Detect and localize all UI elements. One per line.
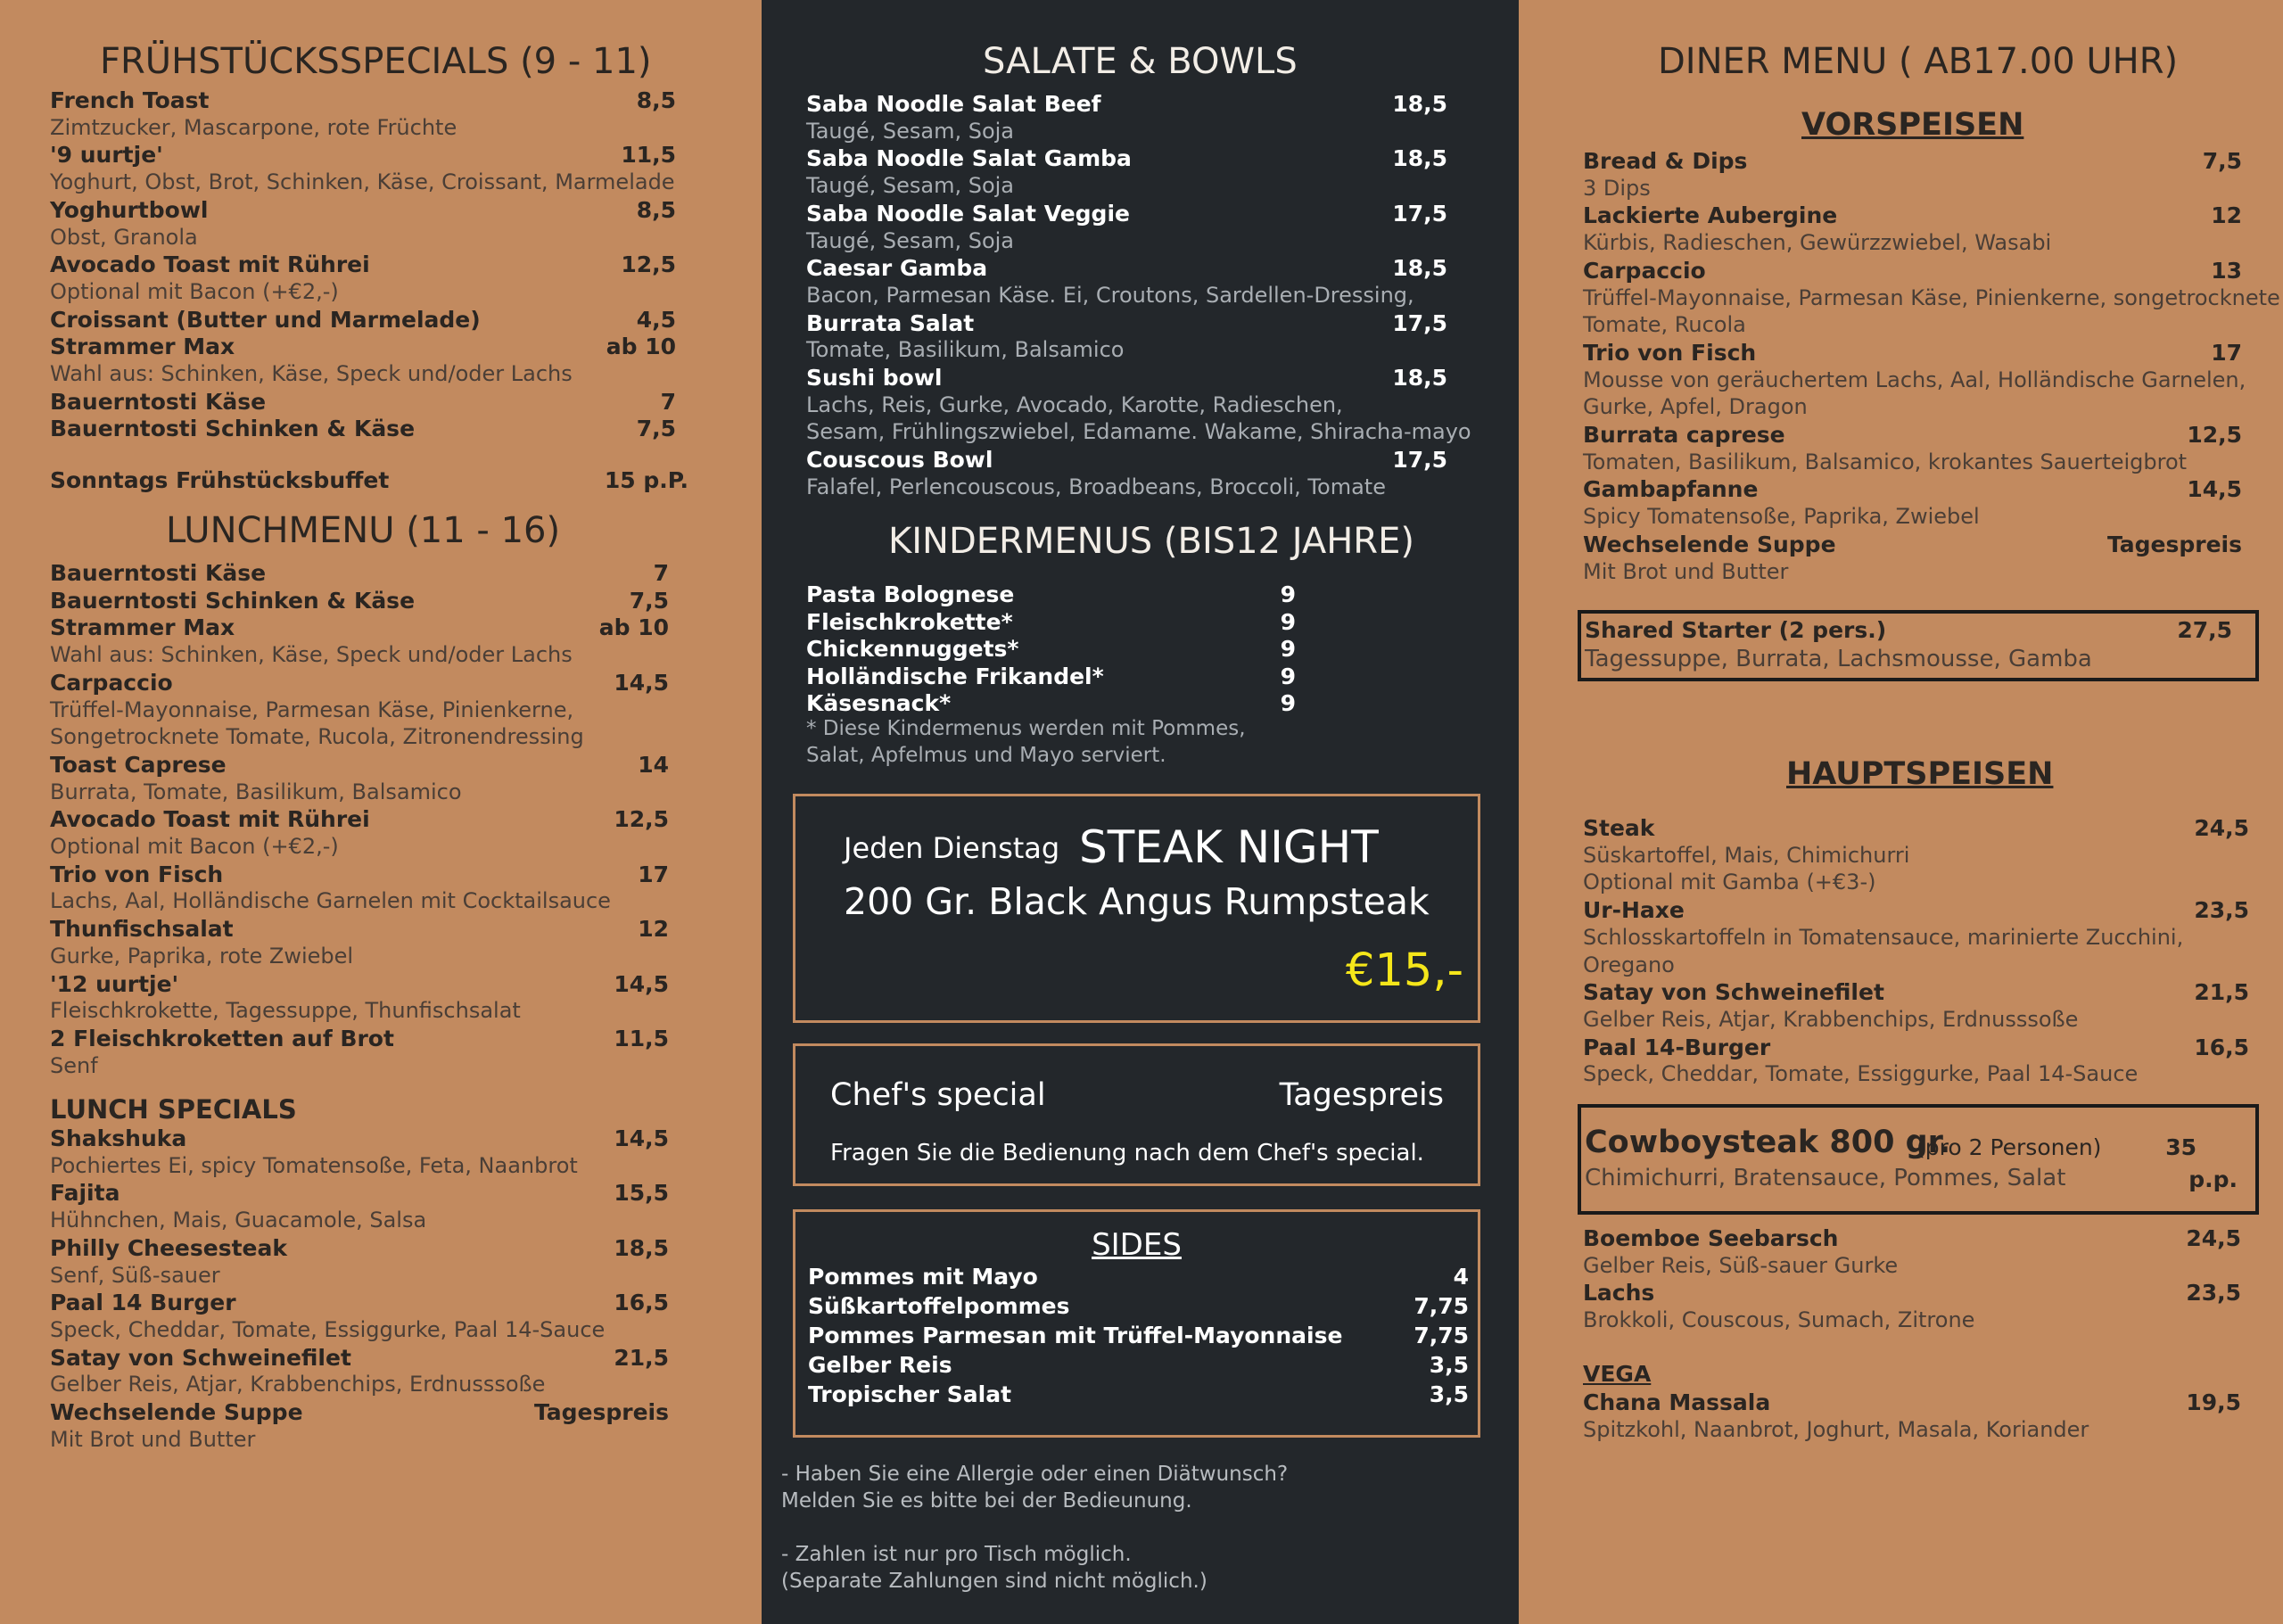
item-description: Zimtzucker, Mascarpone, rote Früchte xyxy=(50,114,457,140)
item-description: Songetrocknete Tomate, Rucola, Zitronendressing xyxy=(50,724,584,750)
item-name: Strammer Max xyxy=(50,614,235,641)
side-item-name: Pommes mit Mayo xyxy=(808,1264,1038,1290)
item-price: 7,5 xyxy=(629,587,669,614)
item-description: Optional mit Bacon (+€2,-) xyxy=(50,278,339,304)
item-price: 24,5 xyxy=(2186,1225,2241,1251)
item-description: Tomaten, Basilikum, Balsamico, krokantes Sauerteigbrot xyxy=(1583,449,2188,474)
item-description: Taugé, Sesam, Soja xyxy=(806,173,1015,199)
item-description: Pochiertes Ei, spicy Tomatensoße, Feta, Naanbrot xyxy=(50,1152,578,1178)
item-name: Wechselende Suppe xyxy=(50,1399,303,1425)
item-description: Trüffel-Mayonnaise, Parmesan Käse, Pinienkerne, xyxy=(50,697,574,722)
item-name: Bauerntosti Käse xyxy=(50,388,267,415)
item-description: Mousse von geräuchertem Lachs, Aal, Holländische Garnelen, xyxy=(1583,367,2246,392)
item-name: Saba Noodle Salat Beef xyxy=(806,91,1101,117)
kids-item-name: Pasta Bolognese xyxy=(806,581,1015,607)
item-description: Speck, Cheddar, Tomate, Essiggurke, Paal 14-Sauce xyxy=(50,1316,606,1342)
allergy-note-1: - Haben Sie eine Allergie oder einen Diätwunsch? xyxy=(781,1463,1289,1486)
vega-title: VEGA xyxy=(1583,1361,1652,1387)
item-price: 17,5 xyxy=(1392,309,1447,336)
item-price: 18,5 xyxy=(1392,91,1447,117)
kids-item-price: 9 xyxy=(1280,663,1296,689)
vorspeisen-title: VORSPEISEN xyxy=(1801,107,2024,143)
item-price: 4,5 xyxy=(636,306,676,333)
item-name: Steak xyxy=(1583,815,1655,841)
item-description: Oregano xyxy=(1583,952,1675,977)
item-name: Boemboe Seebarsch xyxy=(1583,1225,1839,1251)
item-price: 18,5 xyxy=(1392,365,1447,391)
shared-starter-price: 27,5 xyxy=(2177,617,2232,643)
item-price: 19,5 xyxy=(2186,1389,2241,1415)
right-column xyxy=(1519,0,2283,1624)
diner-title: DINER MENU ( AB17.00 UHR) xyxy=(1658,41,2179,82)
item-price: 11,5 xyxy=(621,142,676,169)
item-price: 13 xyxy=(2211,257,2242,284)
item-price: 14,5 xyxy=(614,970,669,997)
cowboysteak-pp: p.p. xyxy=(2188,1166,2238,1192)
item-description: Kürbis, Radieschen, Gewürzzwiebel, Wasabi xyxy=(1583,230,2052,256)
item-name: Carpaccio xyxy=(1583,257,1706,284)
sides-box xyxy=(793,1209,1480,1438)
side-item-name: Tropischer Salat xyxy=(808,1381,1012,1407)
item-price: 14,5 xyxy=(614,669,669,696)
item-name: Trio von Fisch xyxy=(1583,339,1757,366)
item-name: Fajita xyxy=(50,1180,120,1207)
item-name: Philly Cheesesteak xyxy=(50,1234,288,1261)
item-description: Yoghurt, Obst, Brot, Schinken, Käse, Croissant, Marmelade xyxy=(50,169,675,195)
item-price: 7,5 xyxy=(2202,148,2242,174)
item-price: 16,5 xyxy=(2194,1034,2249,1060)
item-name: 2 Fleischkroketten auf Brot xyxy=(50,1025,394,1051)
item-price: 14,5 xyxy=(614,1125,669,1151)
payment-note-2: (Separate Zahlungen sind nicht möglich.) xyxy=(781,1570,1207,1593)
side-item-name: Pommes Parmesan mit Trüffel-Mayonnaise xyxy=(808,1323,1343,1348)
item-description: Mit Brot und Butter xyxy=(1583,558,1789,584)
kids-item-name: Chickennuggets* xyxy=(806,636,1019,662)
salate-title: SALATE & BOWLS xyxy=(983,41,1298,82)
item-name: Burrata caprese xyxy=(1583,422,1785,448)
item-description: Sesam, Frühlingszwiebel, Edamame. Wakame, Shiracha-mayo xyxy=(806,419,1471,445)
side-item-price: 7,75 xyxy=(1413,1293,1469,1319)
item-name: Chana Massala xyxy=(1583,1389,1771,1415)
item-description: 3 Dips xyxy=(1583,175,1651,201)
item-name: Gambapfanne xyxy=(1583,476,1759,503)
item-price: 7 xyxy=(653,560,669,586)
item-description: Taugé, Sesam, Soja xyxy=(806,227,1015,253)
item-price: 14 xyxy=(638,751,669,778)
sides-title: SIDES xyxy=(1092,1227,1182,1263)
item-price: 15 p.P. xyxy=(604,467,688,493)
chefs-special-text: Fragen Sie die Bedienung nach dem Chef's special. xyxy=(830,1140,1424,1166)
item-description: Tomate, Rucola xyxy=(1583,312,1746,338)
item-name: Saba Noodle Salat Veggie xyxy=(806,200,1130,227)
item-description: Gurke, Paprika, rote Zwiebel xyxy=(50,943,354,969)
item-description: Taugé, Sesam, Soja xyxy=(806,118,1015,144)
item-description: Optional mit Gamba (+€3-) xyxy=(1583,870,1876,895)
item-price: 18,5 xyxy=(1392,255,1447,282)
lunch-title: LUNCHMENU (11 - 16) xyxy=(166,510,561,551)
item-description: Lachs, Aal, Holländische Garnelen mit Cocktailsauce xyxy=(50,888,611,914)
side-item-price: 4 xyxy=(1453,1264,1469,1290)
item-name: Paal 14-Burger xyxy=(1583,1034,1771,1060)
item-name: Lachs xyxy=(1583,1280,1655,1307)
item-name: Burrata Salat xyxy=(806,309,975,336)
item-price: 15,5 xyxy=(614,1180,669,1207)
chefs-special-price: Tagespreis xyxy=(1279,1077,1444,1113)
item-description: Schlosskartoffeln in Tomatensauce, marinierte Zucchini, xyxy=(1583,924,2184,950)
chefs-special-name: Chef's special xyxy=(830,1077,1046,1113)
payment-note-1: - Zahlen ist nur pro Tisch möglich. xyxy=(781,1543,1132,1566)
item-price: 14,5 xyxy=(2187,476,2242,503)
steak-night-prefix: Jeden Dienstag xyxy=(844,831,1060,865)
fruehstueck-title: FRÜHSTÜCKSSPECIALS (9 - 11) xyxy=(100,41,652,82)
side-item-price: 3,5 xyxy=(1429,1381,1469,1407)
item-price: 8,5 xyxy=(636,87,676,113)
item-description: Wahl aus: Schinken, Käse, Speck und/oder Lachs xyxy=(50,361,573,386)
item-description: Tomate, Basilikum, Balsamico xyxy=(806,337,1125,363)
item-price: 12,5 xyxy=(2187,422,2242,448)
item-price: 12,5 xyxy=(614,806,669,833)
item-price: Tagespreis xyxy=(2106,531,2242,557)
item-price: 18,5 xyxy=(1392,145,1447,172)
item-name: Carpaccio xyxy=(50,669,173,696)
item-price: 17 xyxy=(2211,339,2242,366)
item-price: 23,5 xyxy=(2194,897,2249,924)
item-price: 24,5 xyxy=(2194,815,2249,841)
item-name: Ur-Haxe xyxy=(1583,897,1685,924)
item-name: Bauerntosti Käse xyxy=(50,560,267,586)
allergy-note-2: Melden Sie es bitte bei der Bedieunung. xyxy=(781,1489,1192,1513)
hauptspeisen-title: HAUPTSPEISEN xyxy=(1786,756,2054,792)
item-description: Bacon, Parmesan Käse. Ei, Croutons, Sardellen-Dressing, xyxy=(806,282,1414,308)
lunch-specials-title: LUNCH SPECIALS xyxy=(50,1094,297,1125)
item-description: Senf xyxy=(50,1052,98,1078)
shared-starter-name: Shared Starter (2 pers.) xyxy=(1585,617,1887,643)
item-description: Brokkoli, Couscous, Sumach, Zitrone xyxy=(1583,1307,1975,1333)
kinder-title: KINDERMENUS (BIS12 JAHRE) xyxy=(888,521,1414,562)
item-price: 17,5 xyxy=(1392,447,1447,474)
item-name: Lackierte Aubergine xyxy=(1583,202,1838,229)
item-name: French Toast xyxy=(50,87,210,113)
item-name: Avocado Toast mit Rührei xyxy=(50,806,370,833)
kids-item-price: 9 xyxy=(1280,581,1296,607)
item-price: 21,5 xyxy=(614,1344,669,1371)
item-description: Senf, Süß-sauer xyxy=(50,1262,220,1288)
cowboysteak-extra: (pro 2 Personen) xyxy=(1916,1134,2102,1160)
item-description: Trüffel-Mayonnaise, Parmesan Käse, Pinienkerne, songetrocknete xyxy=(1583,284,2280,310)
item-name: Couscous Bowl xyxy=(806,447,993,474)
item-price: 12,5 xyxy=(621,251,676,278)
kids-note: Salat, Apfelmus und Mayo serviert. xyxy=(806,744,1166,767)
item-description: Gurke, Apfel, Dragon xyxy=(1583,394,1808,420)
item-name: Strammer Max xyxy=(50,334,235,360)
cowboysteak-price: 35 xyxy=(2165,1134,2196,1160)
item-description: Speck, Cheddar, Tomate, Essiggurke, Paal 14-Sauce xyxy=(1583,1061,2139,1087)
item-price: 12 xyxy=(2211,202,2242,229)
item-name: Bauerntosti Schinken & Käse xyxy=(50,416,416,442)
chefs-special-box xyxy=(793,1043,1480,1186)
kids-item-name: Holländische Frikandel* xyxy=(806,663,1104,689)
kids-item-price: 9 xyxy=(1280,636,1296,662)
shared-starter-desc: Tagessuppe, Burrata, Lachsmousse, Gamba xyxy=(1585,646,2092,672)
item-name: Saba Noodle Salat Gamba xyxy=(806,145,1132,172)
side-item-price: 3,5 xyxy=(1429,1352,1469,1378)
item-description: Wahl aus: Schinken, Käse, Speck und/oder Lachs xyxy=(50,642,573,668)
item-description: Gelber Reis, Atjar, Krabbenchips, Erdnusssoße xyxy=(1583,1006,2079,1032)
steak-night-line: 200 Gr. Black Angus Rumpsteak xyxy=(844,880,1430,923)
item-name: '12 uurtje' xyxy=(50,970,179,997)
item-description: Gelber Reis, Atjar, Krabbenchips, Erdnusssoße xyxy=(50,1372,546,1397)
item-name: Satay von Schweinefilet xyxy=(1583,979,1884,1006)
item-name: Wechselende Suppe xyxy=(1583,531,1836,557)
side-item-price: 7,75 xyxy=(1413,1323,1469,1348)
item-description: Spitzkohl, Naanbrot, Joghurt, Masala, Koriander xyxy=(1583,1416,2089,1442)
item-name: Sushi bowl xyxy=(806,365,943,391)
cowboysteak-name: Cowboysteak 800 gr. xyxy=(1585,1125,1951,1160)
left-column xyxy=(0,0,762,1624)
item-name: Bauerntosti Schinken & Käse xyxy=(50,587,416,614)
item-description: Lachs, Reis, Gurke, Avocado, Karotte, Radieschen, xyxy=(806,392,1343,417)
item-price: 21,5 xyxy=(2194,979,2249,1006)
kids-item-price: 9 xyxy=(1280,690,1296,716)
item-name: Thunfischsalat xyxy=(50,916,234,943)
item-name: Avocado Toast mit Rührei xyxy=(50,251,370,278)
item-name: Shakshuka xyxy=(50,1125,187,1151)
item-price: 7,5 xyxy=(636,416,676,442)
kids-note: * Diese Kindermenus werden mit Pommes, xyxy=(806,717,1246,740)
item-description: Mit Brot und Butter xyxy=(50,1426,256,1452)
cowboysteak-desc: Chimichurri, Bratensauce, Pommes, Salat xyxy=(1585,1165,2066,1191)
steak-night-price: €15,- xyxy=(1346,944,1463,997)
item-description: Fleischkrokette, Tagessuppe, Thunfischsalat xyxy=(50,998,521,1024)
kids-item-price: 9 xyxy=(1280,608,1296,635)
item-name: Bread & Dips xyxy=(1583,148,1748,174)
item-price: 8,5 xyxy=(636,196,676,223)
item-price: 17,5 xyxy=(1392,200,1447,227)
kids-item-name: Fleischkrokette* xyxy=(806,608,1013,635)
item-price: 23,5 xyxy=(2186,1280,2241,1307)
item-name: Toast Caprese xyxy=(50,751,227,778)
side-item-name: Gelber Reis xyxy=(808,1352,952,1378)
item-name: Trio von Fisch xyxy=(50,861,224,887)
cowboysteak-box xyxy=(1578,1104,2259,1215)
shared-starter-box xyxy=(1578,610,2259,681)
steak-night-title: STEAK NIGHT xyxy=(1079,821,1379,873)
item-name: '9 uurtje' xyxy=(50,142,163,169)
item-name: Caesar Gamba xyxy=(806,255,988,282)
item-price: 18,5 xyxy=(614,1234,669,1261)
item-price: 17 xyxy=(638,861,669,887)
item-name: Paal 14 Burger xyxy=(50,1290,236,1316)
item-price: Tagespreis xyxy=(533,1399,669,1425)
item-price: 12 xyxy=(638,916,669,943)
kids-item-name: Käsesnack* xyxy=(806,690,952,716)
item-price: 7 xyxy=(660,388,676,415)
middle-column xyxy=(762,0,1519,1624)
item-description: Burrata, Tomate, Basilikum, Balsamico xyxy=(50,779,462,804)
item-description: Spicy Tomatensoße, Paprika, Zwiebel xyxy=(1583,504,1980,530)
item-description: Obst, Granola xyxy=(50,224,198,250)
item-description: Gelber Reis, Süß-sauer Gurke xyxy=(1583,1252,1899,1278)
item-description: Falafel, Perlencouscous, Broadbeans, Broccoli, Tomate xyxy=(806,474,1386,499)
item-price: 11,5 xyxy=(614,1025,669,1051)
item-name: Satay von Schweinefilet xyxy=(50,1344,351,1371)
item-name: Yoghurtbowl xyxy=(50,196,209,223)
item-name: Sonntags Frühstücksbuffet xyxy=(50,467,390,493)
item-price: 16,5 xyxy=(614,1290,669,1316)
item-price: ab 10 xyxy=(606,334,676,360)
side-item-name: Süßkartoffelpommes xyxy=(808,1293,1070,1319)
steak-night-box xyxy=(793,794,1480,1023)
item-price: ab 10 xyxy=(598,614,669,641)
item-description: Süskartoffel, Mais, Chimichurri xyxy=(1583,842,1910,868)
item-name: Croissant (Butter und Marmelade) xyxy=(50,306,481,333)
item-description: Hühnchen, Mais, Guacamole, Salsa xyxy=(50,1208,427,1233)
item-description: Optional mit Bacon (+€2,-) xyxy=(50,834,339,859)
